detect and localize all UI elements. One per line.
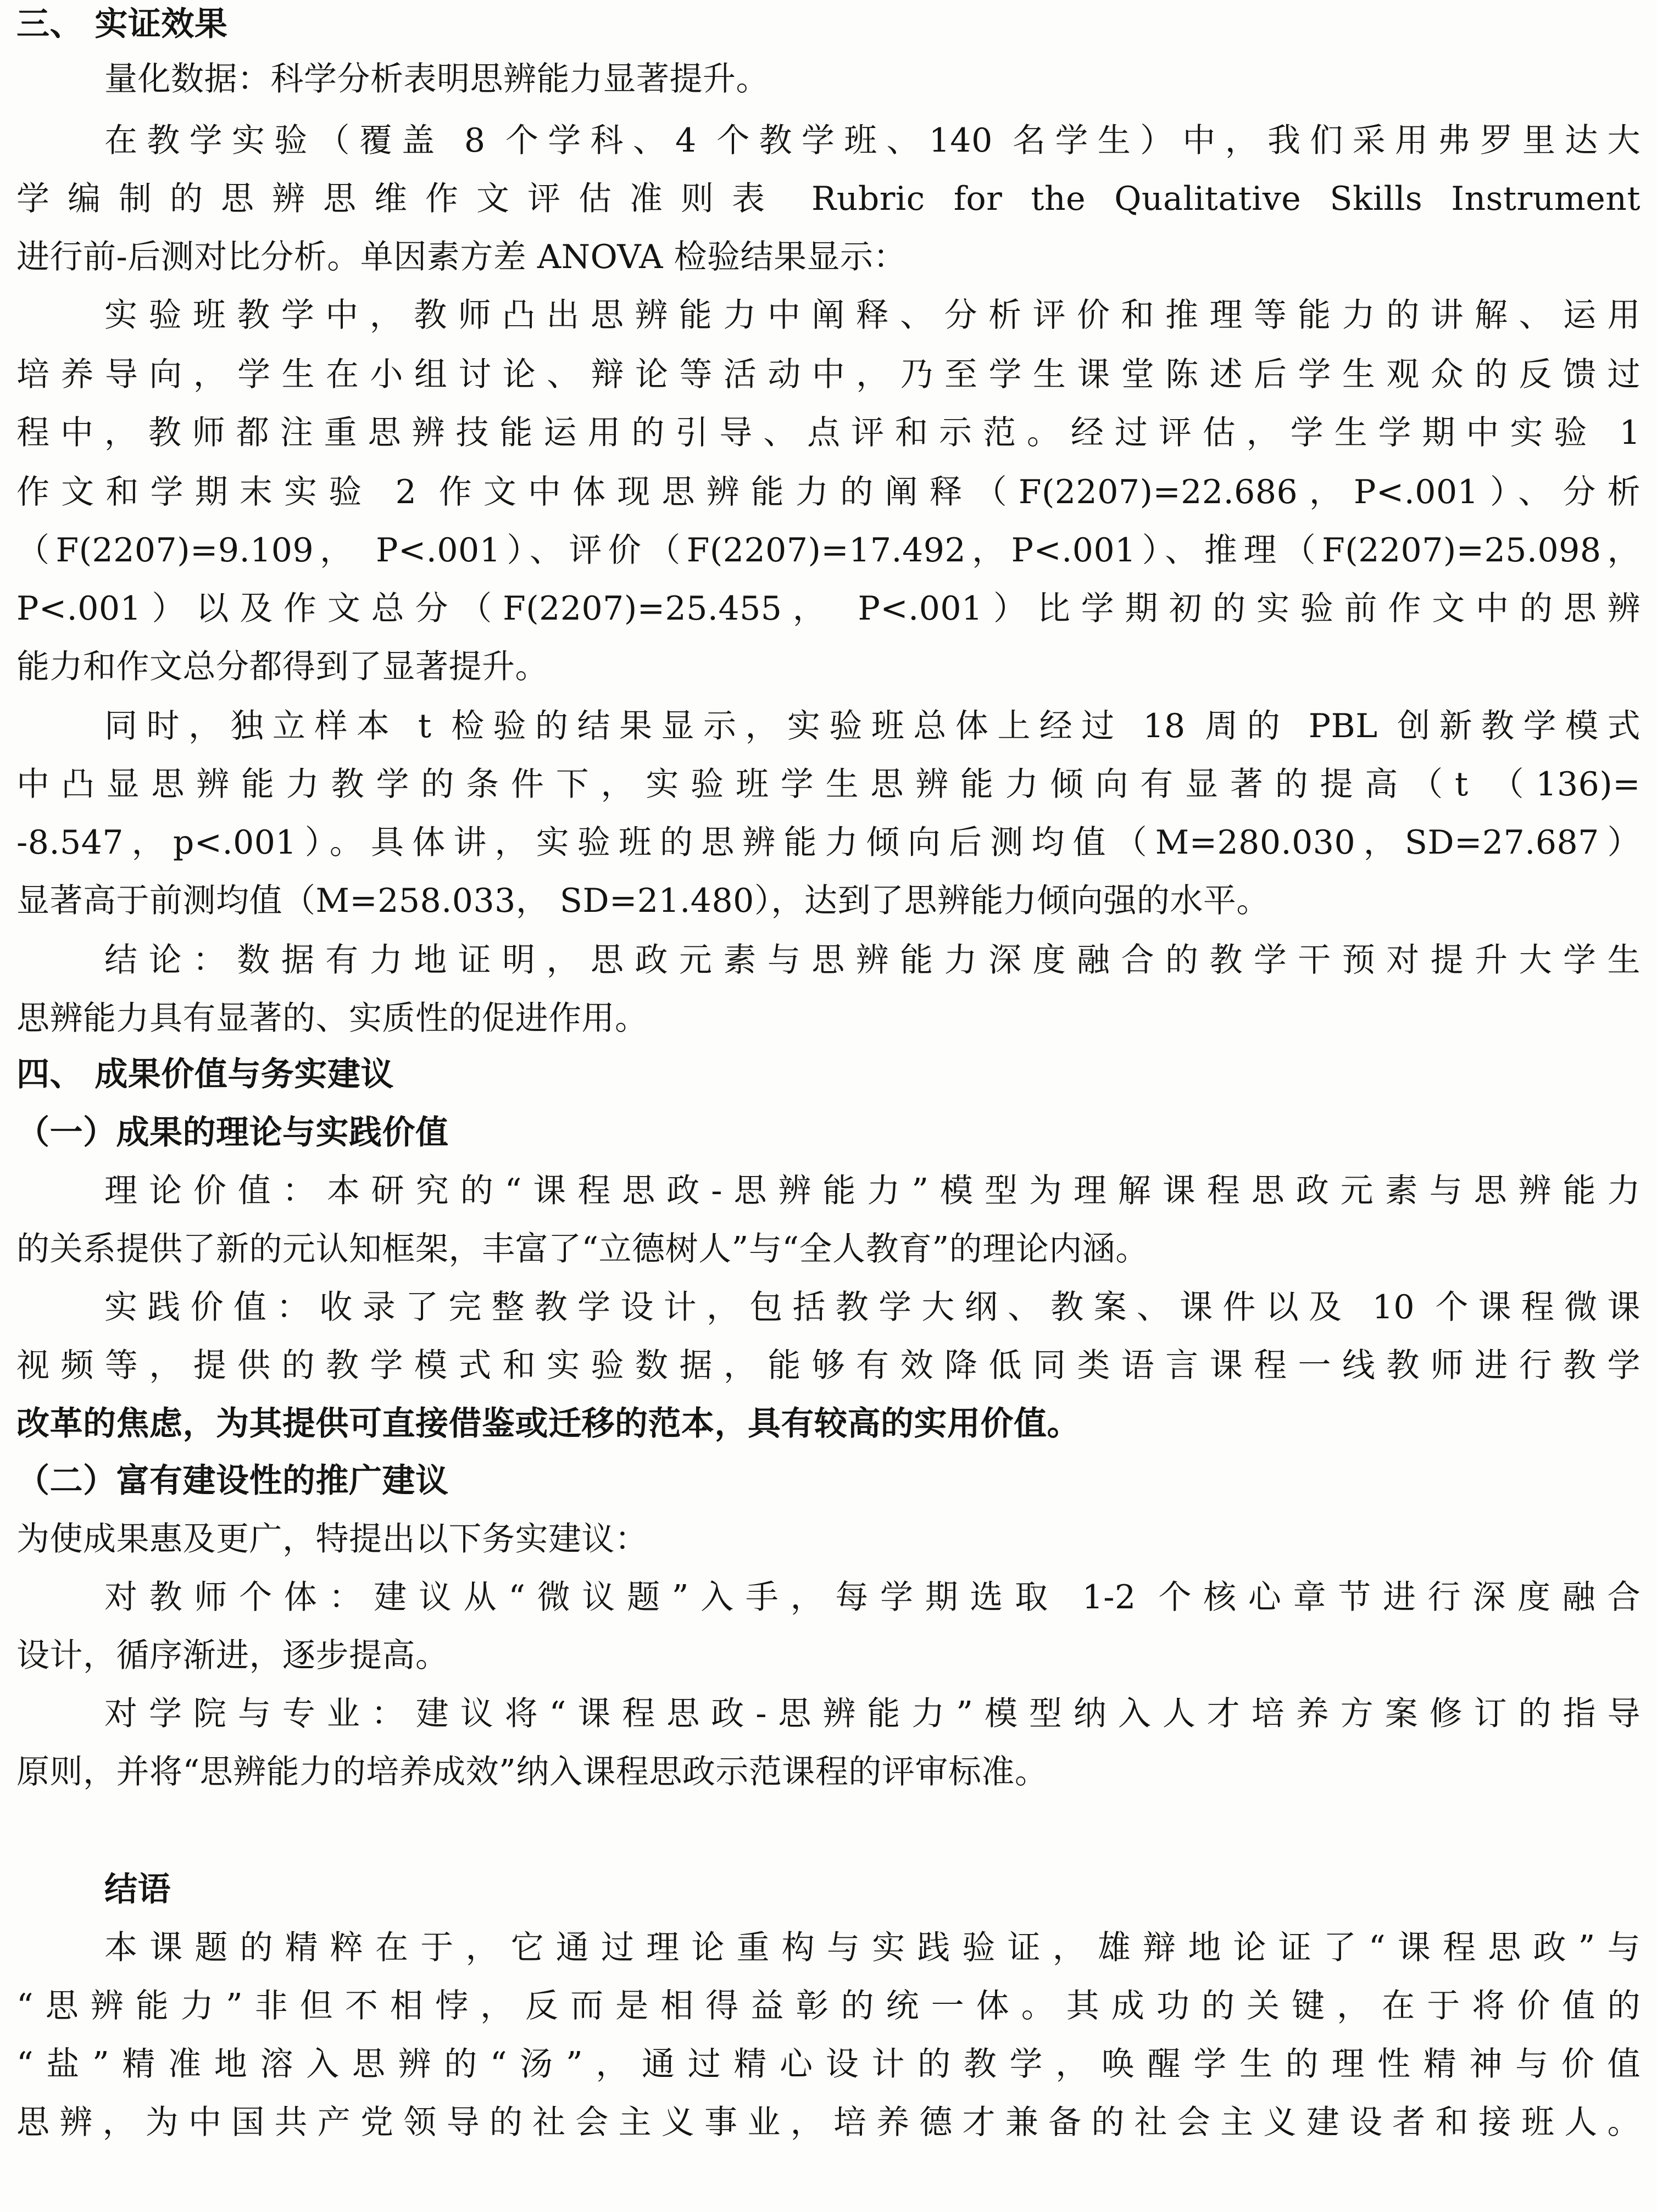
paragraph-line: 思辨，为中国共产党领导的社会主义事业，培养德才兼备的社会主义建设者和接班人。 — [16, 2103, 1641, 2142]
section-heading-value: 四、 成果价值与务实建议 — [16, 1055, 394, 1094]
paragraph-line: 学编制的思辨思维作文评估准则表 Rubric for the Qualitative Skills Instrument — [16, 180, 1641, 218]
paragraph-line: -8.547，p<.001）。具体讲，实验班的思辨能力倾向后测均值（M=280.030，SD=27.687） — [16, 823, 1641, 862]
section-heading-results: 三、 实证效果 — [16, 5, 228, 43]
conclusion-heading: 结语 — [104, 1870, 171, 1909]
paragraph-line: 对教师个体：建议从“微议题”入手，每学期选取 1-2 个核心章节进行深度融合 — [104, 1578, 1641, 1617]
paragraph-line: 进行前-后测对比分析。单因素方差 ANOVA 检验结果显示： — [16, 238, 907, 276]
paragraph-line: （F(2207)=9.109， P<.001）、评价（F(2207)=17.492，P<.001）、推理（F(2207)=25.098， — [16, 531, 1641, 570]
quant-summary: 量化数据：科学分析表明思辨能力显著提升。 — [104, 60, 769, 98]
subsection-heading-theory-practice: （一）成果的理论与实践价值 — [16, 1113, 449, 1152]
paragraph-line: 设计，循序渐进，逐步提高。 — [16, 1636, 449, 1675]
paragraph-line: 程中，教师都注重思辨技能运用的引导、点评和示范。经过评估，学生学期中实验 1 — [16, 414, 1641, 452]
subsection-heading-suggestions: （二）富有建设性的推广建议 — [16, 1462, 449, 1500]
paragraph-line: 在教学实验（覆盖 8 个学科、4 个教学班、140 名学生）中，我们采用弗罗里达大 — [104, 121, 1641, 160]
paragraph-line: P<.001）以及作文总分（F(2207)=25.455， P<.001）比学期初的实验前作文中的思辨 — [16, 589, 1641, 628]
paragraph-line: 结论：数据有力地证明，思政元素与思辨能力深度融合的教学干预对提升大学生 — [104, 941, 1641, 979]
paragraph-line: “盐”精准地溶入思辨的“汤”，通过精心设计的教学，唤醒学生的理性精神与价值 — [16, 2045, 1641, 2083]
paragraph-line: 为使成果惠及更广，特提出以下务实建议： — [16, 1520, 648, 1558]
paragraph-line: 能力和作文总分都得到了显著提升。 — [16, 648, 548, 686]
paragraph-line: “思辨能力”非但不相悖，反而是相得益彰的统一体。其成功的关键，在于将价值的 — [16, 1987, 1641, 2025]
paragraph-line: 中凸显思辨能力教学的条件下，实验班学生思辨能力倾向有显著的提高（t （136)= — [16, 765, 1641, 804]
paragraph-line: 实践价值：收录了完整教学设计，包括教学大纲、教案、课件以及 10 个课程微课 — [104, 1288, 1641, 1327]
paragraph-line: 视频等，提供的教学模式和实验数据，能够有效降低同类语言课程一线教师进行教学 — [16, 1346, 1641, 1385]
paragraph-line: 理论价值：本研究的“课程思政-思辨能力”模型为理解课程思政元素与思辨能力 — [104, 1172, 1641, 1210]
paragraph-line: 的关系提供了新的元认知框架，丰富了“立德树人”与“全人教育”的理论内涵。 — [16, 1230, 1149, 1268]
paragraph-line-bold: 改革的焦虑，为其提供可直接借鉴或迁移的范本，具有较高的实用价值。 — [16, 1405, 1080, 1443]
paragraph-line: 显著高于前测均值（M=258.033， SD=21.480），达到了思辨能力倾向强的水平。 — [16, 882, 1270, 920]
paragraph-line: 作文和学期末实验 2 作文中体现思辨能力的阐释（F(2207)=22.686，P<.001）、分析 — [16, 473, 1641, 511]
paragraph-line: 思辨能力具有显著的、实质性的促进作用。 — [16, 999, 648, 1038]
paragraph-line: 培养导向，学生在小组讨论、辩论等活动中，乃至学生课堂陈述后学生观众的反馈过 — [16, 355, 1641, 394]
paragraph-line: 本课题的精粹在于，它通过理论重构与实践验证，雄辩地论证了“课程思政”与 — [104, 1929, 1641, 1967]
paragraph-line: 原则，并将“思辨能力的培养成效”纳入课程思政示范课程的评审标准。 — [16, 1753, 1048, 1791]
paragraph-line: 实验班教学中，教师凸出思辨能力中阐释、分析评价和推理等能力的讲解、运用 — [104, 296, 1641, 335]
paragraph-line: 对学院与专业：建议将“课程思政-思辨能力”模型纳入人才培养方案修订的指导 — [104, 1695, 1641, 1733]
paragraph-line: 同时，独立样本 t 检验的结果显示，实验班总体上经过 18 周的 PBL 创新教学模式 — [104, 707, 1641, 745]
